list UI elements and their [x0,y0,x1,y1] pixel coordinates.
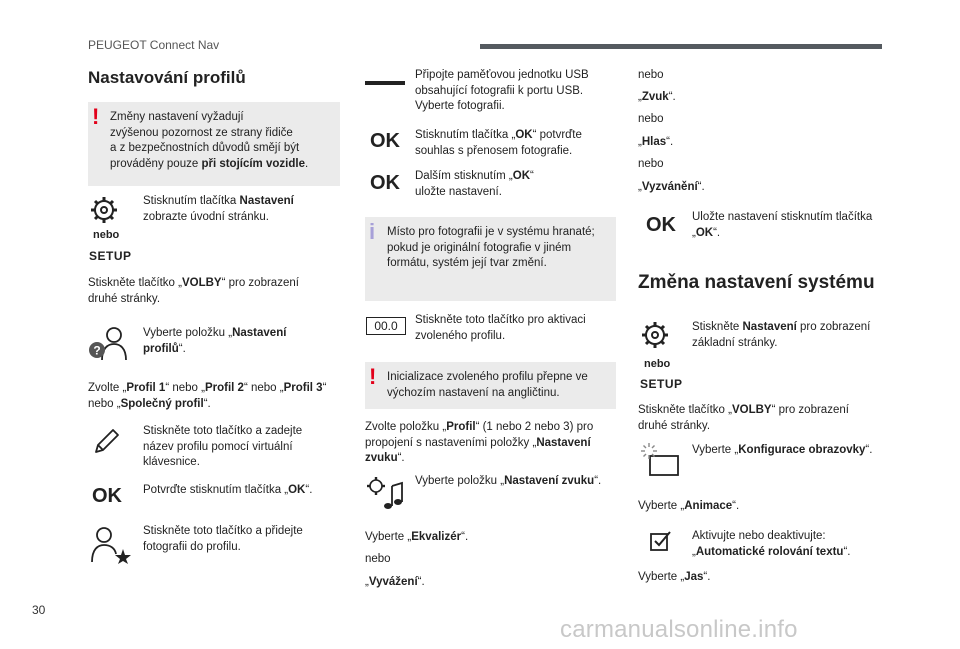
warning-icon: ! [92,104,100,129]
or-label: nebo [93,229,120,241]
warning-note [365,362,616,409]
header-bar [480,44,882,49]
auto-scroll-text: Aktivujte nebo deaktivujte: „Automatické rolování textu“. [692,530,851,558]
profile-sound-text: Zvolte položku „Profil“ (1 nebo 2 nebo 3) pro propojení s nastaveními položky „Nastavení zvuku“. [365,421,594,464]
animation-text: Vyberte „Animace“. [638,500,740,512]
setup-label: SETUP [640,377,683,391]
ok-button-icon: OK [370,130,400,152]
ok-button-icon: OK [92,485,122,507]
ok-confirm-transfer-text: Stisknutím tlačítka „OK“ potvrďte souhlas s přenosem fotografie. [415,129,582,157]
or-text: nebo [638,113,664,125]
or-text: nebo [365,553,391,565]
ok-button-icon: OK [646,214,676,236]
balance-text: „Vyvážení“. [365,576,425,588]
save-settings-text: Uložte nastavení stisknutím tlačítka „OK“. [692,211,873,239]
pencil-text: Stiskněte toto tlačítko a zadejte název profilu pomocí virtuální klávesnice. [143,425,303,468]
confirm-text: Potvrďte stisknutím tlačítka „OK“. [143,484,313,496]
step-settings-text: Stisknutím tlačítka Nastavení zobrazte úvodní stránku. [143,195,294,223]
watermark: carmanualsonline.info [560,616,798,643]
svg-text:?: ? [93,343,101,358]
ok-save-text: Dalším stisknutím „OK“ uložte nastavení. [415,170,534,198]
section-title-profiles: Nastavování profilů [88,68,246,87]
setup-label: SETUP [89,249,132,263]
sound-settings-text: Vyberte položku „Nastavení zvuku“. [415,475,602,487]
or-text: nebo [638,69,664,81]
checkbox-checked-icon [650,530,672,552]
settings-gear-icon [89,195,119,225]
screen-config-text: Vyberte „Konfigurace obrazovky“. [692,444,873,456]
or-text: nebo [638,158,664,170]
counter-display-icon: 00.0 [366,317,406,335]
settings-gear-icon [640,320,670,350]
sound-settings-icon [366,476,406,512]
section-title-system: Změna nastavení systému [638,272,875,293]
warning-text: Změny nastavení vyžadují zvýšenou pozornost ze strany řidiče a z bezpečnostních důvodů smějí být prováděny pouze při stojícím vozidle. [110,111,309,170]
or-label: nebo [644,358,671,370]
profile-question-icon [88,326,128,362]
running-header: PEUGEOT Connect Nav [88,38,220,52]
warning-note [88,102,340,186]
reset-warning-text: Inicializace zvoleného profilu přepne ve výchozím nastavení na angličtinu. [387,371,588,399]
screen-configuration-icon [640,442,680,478]
usb-text: Připojte paměťovou jednotku USB obsahující fotografii k portu USB. Vyberte fotografii. [415,69,589,112]
sound-option-text: „Zvuk“. [638,91,676,103]
profile-add-photo-icon [88,526,132,564]
voice-option-text: „Hlas“. [638,136,674,148]
info-note [365,217,616,301]
volby-text: Stiskněte tlačítko „VOLBY“ pro zobrazení druhé stránky. [88,277,299,305]
ok-button-icon: OK [370,172,400,194]
add-photo-text: Stiskněte toto tlačítko a přidejte fotografii do profilu. [143,525,303,553]
warning-icon: ! [369,364,377,389]
choose-profile-text: Zvolte „Profil 1“ nebo „Profil 2“ nebo „Profil 3“ nebo „Společný profil“. [88,382,327,410]
activate-profile-text: Stiskněte toto tlačítko pro aktivaci zvoleného profilu. [415,314,586,342]
brightness-text: Vyberte „Jas“. [638,571,711,583]
page-number: 30 [32,603,46,617]
equalizer-text: Vyberte „Ekvalizér“. [365,531,469,543]
volby-text: Stiskněte tlačítko „VOLBY“ pro zobrazení druhé stránky. [638,404,849,432]
info-icon: i [369,219,376,244]
select-profiles-text: Vyberte položku „Nastavení profilů“. [143,327,287,355]
press-settings-text: Stiskněte Nastavení pro zobrazení základní stránky. [692,321,871,349]
usb-bar-icon [365,81,405,87]
pencil-icon [92,426,120,456]
info-text: Místo pro fotografii je v systému hranaté; pokud je originální fotografie v jiném formátu, systém její tvar změní. [387,226,595,269]
ringtone-option-text: „Vyzvánění“. [638,181,705,193]
